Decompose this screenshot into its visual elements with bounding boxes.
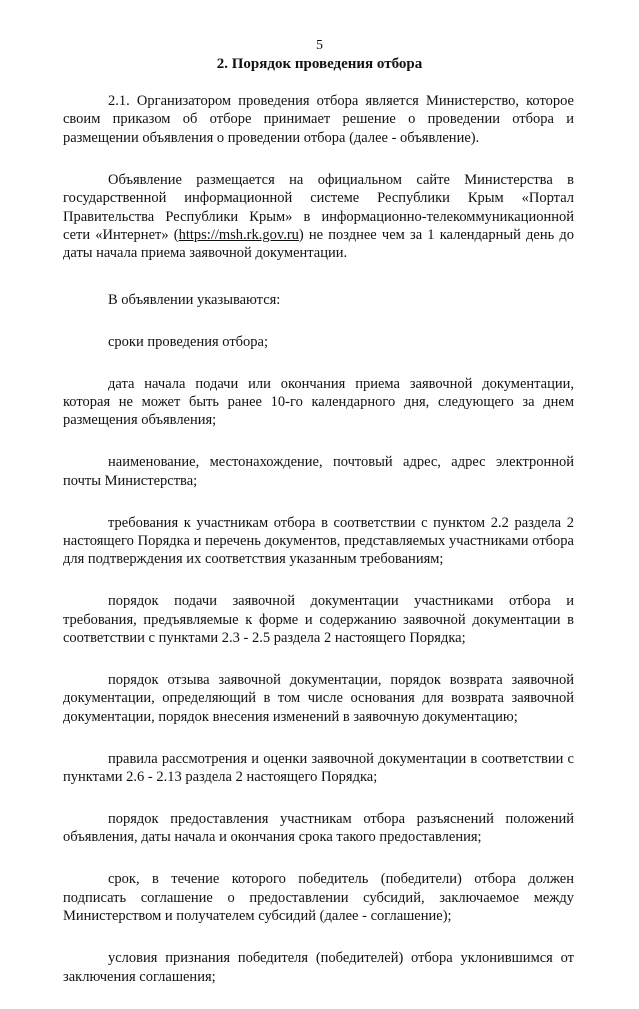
list-item-withdrawal-procedure: порядок отзыва заявочной документации, порядок возврата заявочной документации, определяющий в том числе основания для возврата заявочной документации, порядок внесения изменений в заявочную документацию; xyxy=(63,672,574,725)
list-item-evaluation-rules: правила рассмотрения и оценки заявочной документации в соответствии с пунктами 2.6 - 2.13 раздела 2 настоящего Порядка; xyxy=(63,750,574,786)
body-text xyxy=(63,92,574,1009)
page-number: 5 xyxy=(316,38,323,53)
paragraph-announcement-text-after: ) не позднее чем за 1 календарный день до даты начала приема заявочной документации. xyxy=(63,226,574,262)
list-item-agreement-deadline: срок, в течение которого победитель (победители) отбора должен подписать соглашение о предоставлении субсидий, заключаемое между Министерством и получателем субсидий (далее - соглашение); xyxy=(63,871,574,925)
list-item-submission-dates: дата начала подачи или окончания приема заявочной документации, которая не может быть ранее 10-го календарного дня, следующего за днем размещения объявления; xyxy=(63,375,574,429)
list-item-evasion-conditions: условия признания победителя (победителей) отбора уклонившимся от заключения соглашения; xyxy=(63,950,574,985)
website-link[interactable]: https://msh.rk.gov.ru xyxy=(178,226,299,243)
list-item-participant-requirements: требования к участникам отбора в соответствии с пунктом 2.2 раздела 2 настоящего Порядка и перечень документов, представляемых участниками отбора для подтверждения их соответствия указанным требованиям; xyxy=(63,514,574,568)
list-item-clarifications: порядок предоставления участникам отбора разъяснений положений объявления, даты начала и окончания срока такого предоставления; xyxy=(63,811,574,846)
section-title: 2. Порядок проведения отбора xyxy=(216,56,423,72)
list-item-submission-procedure: порядок подачи заявочной документации участниками отбора и требования, предъявляемые к форме и содержанию заявочной документации в соответствии с пунктами 2.3 - 2.5 раздела 2 настоящего Порядка; xyxy=(63,593,574,647)
paragraph-organizer: 2.1. Организатором проведения отбора является Министерство, которое своим приказом об отборе принимает решение о проведении отбора и размещении объявления о проведении отбора (далее - объявление). xyxy=(63,93,574,146)
paragraph-list-intro: В объявлении указываются: xyxy=(108,291,281,308)
list-item-selection-dates: сроки проведения отбора; xyxy=(108,333,268,350)
paragraph-announcement-text-before: Объявление размещается на официальном сайте Министерства в государственной информационной системе Республики Крым «Портал Правительства Республики Крым» в информационно-телекоммуникационной сети «Интернет» ( xyxy=(63,171,574,243)
list-item-ministry-contacts: наименование, местонахождение, почтовый адрес, адрес электронной почты Министерства; xyxy=(63,454,574,489)
paragraph-announcement xyxy=(63,171,574,263)
